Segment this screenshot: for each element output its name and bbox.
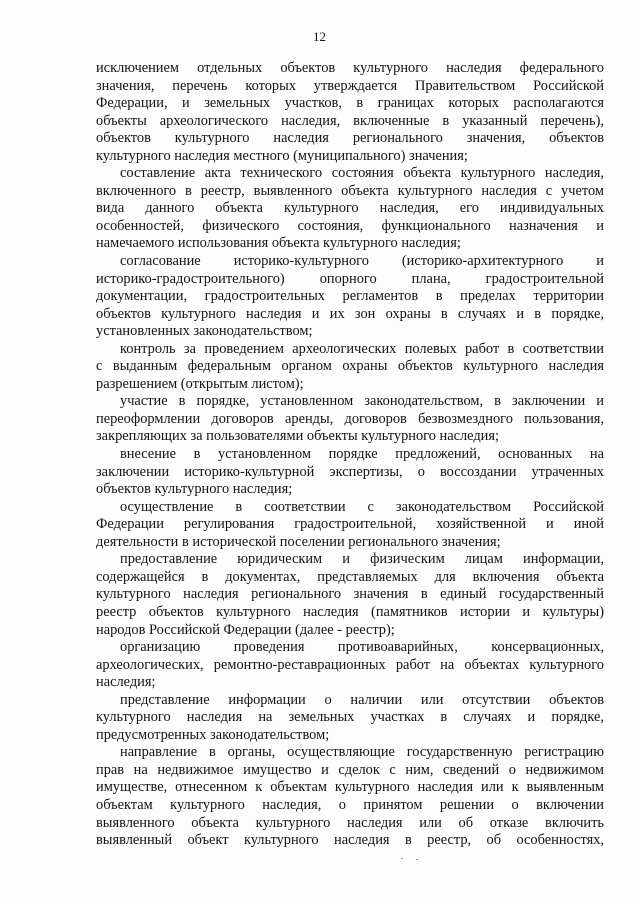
text-line: составление акта технического состояния объекта культурного наследия,	[120, 165, 604, 182]
text-line: предоставление юридическим и физическим лицам информации,	[120, 551, 604, 568]
text-line: включенного в реестр, выявленного объекта культурного наследия с учетом	[96, 182, 604, 199]
text-line: представление информации о наличии или отсутствии объектов	[120, 691, 604, 708]
scan-speck	[416, 859, 418, 860]
text-line: исключением отдельных объектов культурного наследия федерального	[96, 60, 604, 76]
text-line: значения, перечень которых утверждается Правительством Российской	[96, 77, 604, 94]
text-line: выявленный объект культурного наследия в реестр, об особенностях,	[96, 832, 604, 849]
text-line: выявленного объекта культурного наследия или об отказе включить	[96, 814, 604, 831]
text-line: участие в порядке, установленном законодательством, в заключении и	[120, 393, 604, 410]
text-line: объектов культурного наследия регионального значения, объектов	[96, 130, 604, 147]
text-line: имуществе, отнесенном к объектам культурного наследия или к выявленным	[96, 779, 604, 796]
page-number: 12	[313, 29, 326, 44]
text-line: вида данного объекта культурного наследия, его индивидуальных	[96, 200, 604, 217]
text-line: культурного наследия регионального значения в единый государственный	[96, 586, 604, 603]
body-text	[96, 60, 604, 850]
text-line: объектов культурного наследия;	[96, 481, 293, 498]
text-line: объектов культурного наследия и их зон охраны в случаях и в порядке,	[96, 305, 604, 322]
text-line: содержащейся в документах, представляемых для включения объекта	[96, 568, 604, 585]
text-line: деятельности в исторической поселении регионального значения;	[96, 533, 501, 550]
text-line: наследия;	[96, 674, 156, 691]
text-line: согласование историко-культурного (историко-архитектурного и	[120, 253, 604, 270]
text-line: объекты археологического наследия, включенные в указанный перечень),	[96, 112, 604, 129]
text-line: прав на недвижимое имущество и сделок с ним, сведений о недвижимом	[96, 761, 604, 778]
text-line: Федерации регулирования градостроительной, хозяйственной и иной	[96, 516, 604, 533]
text-line: контроль за проведением археологических полевых работ в соответствии	[120, 340, 604, 357]
text-line: закрепляющих за пользователями объекты культурного наследия;	[96, 428, 499, 445]
text-line: направление в органы, осуществляющие государственную регистрацию	[120, 744, 604, 761]
text-line: организацию проведения противоаварийных, консервационных,	[120, 639, 604, 656]
text-line: переоформлении договоров аренды, договоров безвозмездного пользования,	[96, 410, 604, 427]
scan-speck	[401, 858, 403, 859]
text-line: народов Российской Федерации (далее - реестр);	[96, 621, 395, 638]
text-line: внесение в установленном порядке предложений, основанных на	[120, 446, 604, 463]
text-line: предусмотренных законодательством;	[96, 726, 330, 743]
text-line: осуществление в соответствии с законодательством Российской	[120, 498, 604, 515]
text-line: документации, градостроительных регламентов в пределах территории	[96, 288, 604, 305]
text-line: Федерации, и земельных участков, в границах которых располагаются	[96, 95, 604, 112]
text-line: с выданным федеральным органом охраны объектов культурного наследия	[96, 358, 604, 375]
text-line: культурного наследия местного (муниципального) значения;	[96, 147, 468, 164]
text-line: историко-градостроительного) опорного плана, градостроительной	[96, 270, 604, 287]
text-line: археологических, ремонтно-реставрационных работ на объектах культурного	[96, 656, 604, 673]
text-line: заключении историко-культурной экспертизы, о воссоздании утраченных	[96, 463, 604, 480]
text-line: объектам культурного наследия, о принятом решении о включении	[96, 796, 604, 813]
text-line: культурного наследия на земельных участках в случаях и порядке,	[96, 709, 604, 726]
text-line: реестр объектов культурного наследия (памятников истории и культуры)	[96, 603, 604, 620]
text-line: особенностей, физического состояния, функционального назначения и	[96, 217, 604, 234]
text-line: разрешением (открытым листом);	[96, 375, 304, 392]
text-line: установленных законодательством;	[96, 323, 313, 340]
text-line: намечаемого использования объекта культурного наследия;	[96, 235, 461, 252]
